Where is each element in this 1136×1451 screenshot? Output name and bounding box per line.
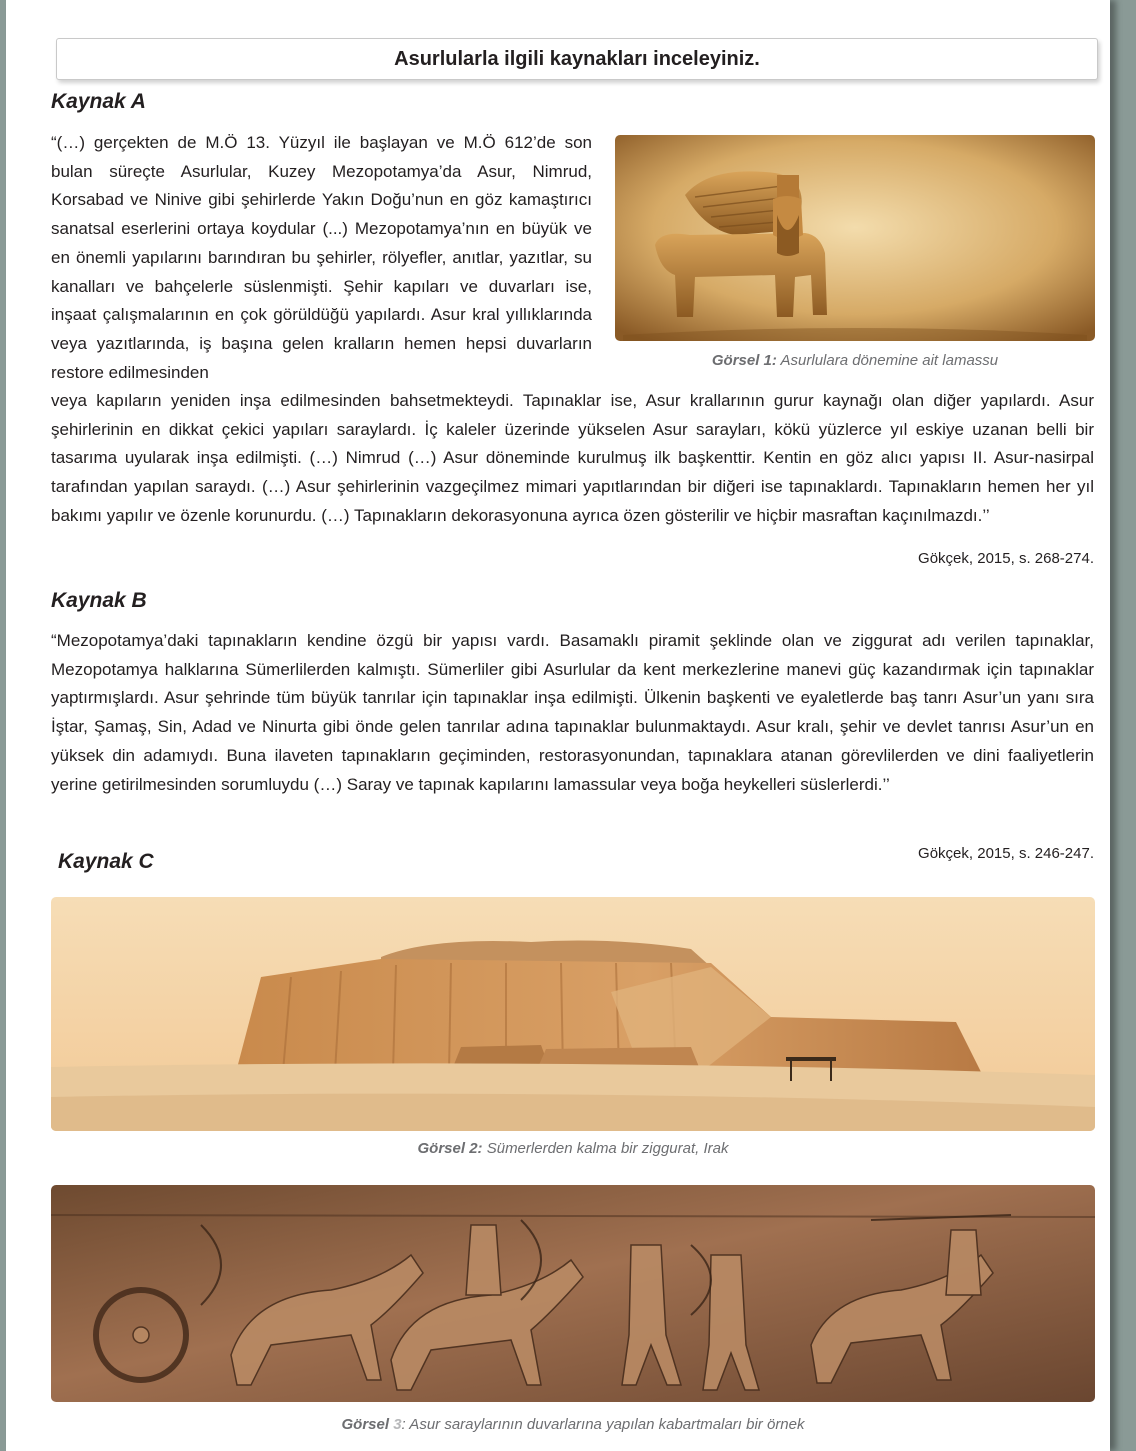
source-a-text-wide: veya kapıların yeniden inşa edilmesinden bahsetmekteydi. Tapınaklar ise, Asur krallarının gurur kaynağı olan diğer yapılardı. Asur şehirlerinin en dikkat çekici yapıları saraylardı. İç kaleler üzerinde yükselen Asur sarayları, kökü yüzlerce yıl eskiye uzanan belli bir tasarıma uyularak inşa edilmişti. (…) Nimrud (…) Asur döneminde kurulmuş ilk başkenttir. Kentin en göz alıcı yapısı II. Asur-nasirpal tarafından yapılan saraydı. (…) Asur şehirlerinin vazgeçilmez mimari yapıtlarından bir diğeri ise tapınaklardı. Tapınakların hemen her yıl bakımı yapılır ve özenle korunurdu. (…) Tapınakların dekorasyonuna ayrıca özen gösterilir ve hiçbir masraftan kaçınılmazdı.’’	[51, 391, 1094, 525]
figure-2-caption	[51, 1140, 1095, 1157]
source-b-citation: Gökçek, 2015, s. 246-247.	[918, 845, 1094, 862]
source-b-heading: Kaynak B	[51, 589, 147, 612]
source-a-heading: Kaynak A	[51, 90, 146, 113]
source-a-citation: Gökçek, 2015, s. 268-274.	[918, 550, 1094, 567]
figure-2-caption-text: Sümerlerden kalma bir ziggurat, Irak	[486, 1140, 729, 1157]
title-banner	[56, 38, 1098, 80]
relief-image	[51, 1185, 1095, 1402]
figure-3-caption-text: : Asur saraylarının duvarlarına yapılan kabartmaları bir örnek	[401, 1416, 805, 1433]
figure-1-caption	[615, 352, 1095, 369]
ziggurat-image	[51, 897, 1095, 1131]
figure-2-caption-label: Görsel 2:	[417, 1140, 483, 1157]
figure-3-caption-label: Görsel	[341, 1416, 390, 1433]
source-b-text: “Mezopotamya’daki tapınakların kendine özgü bir yapısı vardı. Basamaklı piramit şeklinde olan ve ziggurat adı verilen tapınaklar, Mezopotamya halklarına Sümerlilerden kalmıştı. Sümerliler gibi Asurlular da kent merkezlerine manevi güç kazandırmak için tapınaklar yaptırmışlardı. Asur şehrinde tüm büyük tanrılar için tapınaklar inşa edilmişti. Ülkenin başkenti ve eyaletlerde baş tanrı Asur’un yanı sıra İştar, Şamaş, Sin, Adad ve Ninurta gibi önde gelen tanrılar adına tapınaklar bulunmaktaydı. Asur kralı, şehir ve devlet tanrısı Asur’un en yüksek din adamıydı. Buna ilaveten tapınakların geçiminden, restorasyonundan, tapınaklara atanan görevlilerden ve dini faaliyetlerin yerine getirilmesinden sorumluydu (…) Saray ve tapınak kapılarını lamassular veya boğa heykelleri süslerlerdi.’’	[51, 631, 1094, 794]
figure-1-caption-label: Görsel 1:	[711, 352, 777, 369]
figure-3-caption-number: 3	[393, 1416, 402, 1433]
source-a-text-narrow: “(…) gerçekten de M.Ö 13. Yüzyıl ile başlayan ve M.Ö 612’de son bulan süreçte Asurlular, Kuzey Mezopotamya’da Asur, Nimrud, Korsabad ve Ninive gibi şehirlerde Yakın Doğu’nun en göz kamaştırıcı sanatsal eserlerini ortaya koydular (...) Mezopotamya’nın en büyük ve en önemli yapılarını barındıran bu şehirler, rölyefler, anıtlar, yazıtlar, su kanalları ve bahçelerle süslenmişti. Şehir kapıları ve duvarları ise, inşaat çalışmalarının en çok görüldüğü yapılardı. Asur kral yıllıklarında veya yazıtlarında, iş başına gelen kralların hemen hepsi duvarların restore edilmesinden	[51, 133, 592, 382]
figure-1-caption-text: Asurlulara dönemine ait lamassu	[780, 352, 999, 369]
figure-3-caption	[51, 1416, 1095, 1433]
page-title: Asurlularla ilgili kaynakları inceleyiniz.	[394, 47, 760, 70]
lamassu-image	[615, 135, 1095, 341]
page	[6, 0, 1110, 1451]
source-c-heading: Kaynak C	[58, 850, 154, 873]
